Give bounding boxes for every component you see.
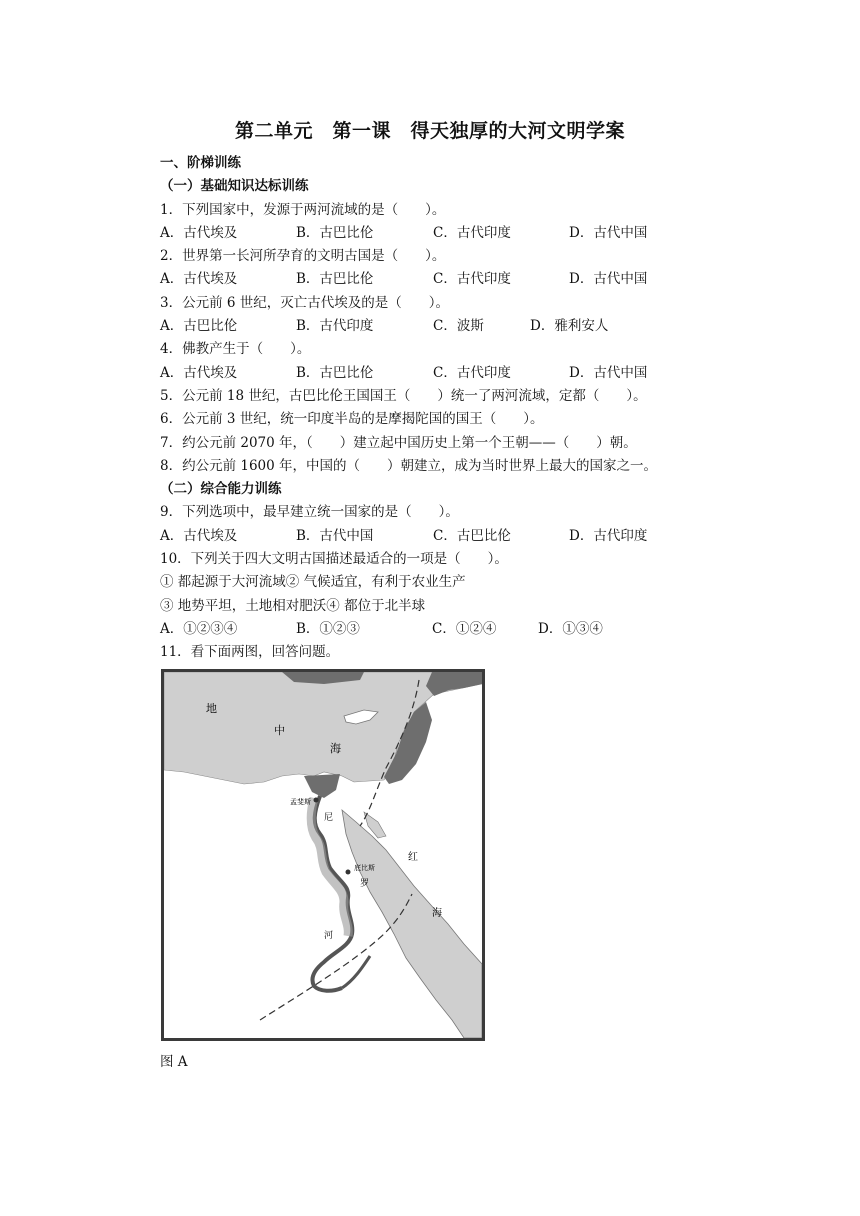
question-4-options <box>160 362 720 385</box>
subsection-heading: （二）综合能力训练 <box>160 481 282 498</box>
map-label-zhong: 中 <box>274 724 285 737</box>
option-d: D．古代中国 <box>569 271 648 288</box>
map-svg <box>164 672 482 1038</box>
question-8: 8．约公元前 1600 年，中国的（ ）朝建立，成为当时世界上最大的国家之一。 <box>160 457 658 474</box>
map-label-hai2: 海 <box>432 908 442 919</box>
question-10-statements-1: ① 都起源于大河流域② 气候适宜，有利于农业生产 <box>160 574 466 591</box>
question-2: 2．世界第一长河所孕育的文明古国是（ ）。 <box>160 248 446 265</box>
option-a: A．古代埃及 <box>160 527 238 544</box>
map-label-hai: 海 <box>330 742 341 755</box>
subsection-heading: （一）基础知识达标训练 <box>160 178 309 195</box>
question-10-options <box>160 618 720 641</box>
question-9: 9．下列选项中，最早建立统一国家的是（ ）。 <box>160 504 459 521</box>
egypt-map <box>161 669 485 1041</box>
option-a: A．古代埃及 <box>160 271 238 288</box>
question-3: 3．公元前 6 世纪，灭亡古代埃及的是（ ）。 <box>160 294 450 311</box>
option-c: C．古代印度 <box>433 224 511 241</box>
option-b: B．古代印度 <box>296 318 374 335</box>
option-a: A．古巴比伦 <box>160 318 238 335</box>
question-10-statements-2: ③ 地势平坦，土地相对肥沃④ 都位于北半球 <box>160 597 426 614</box>
option-c: C．古代印度 <box>433 364 511 381</box>
question-2-options <box>160 268 720 291</box>
option-a: A．①②③④ <box>160 620 238 637</box>
question-1: 1．下列国家中，发源于两河流域的是（ ）。 <box>160 201 446 218</box>
option-b: B．古代中国 <box>296 527 374 544</box>
figure-caption: 图 A <box>160 1054 188 1070</box>
question-3-options <box>160 315 720 338</box>
option-a: A．古代埃及 <box>160 364 238 381</box>
section-heading: 一、阶梯训练 <box>160 155 241 171</box>
question-1-options <box>160 222 720 245</box>
map-label-di: 地 <box>206 702 217 715</box>
map-label-memphis: 孟斐斯 <box>290 798 311 806</box>
question-7: 7．约公元前 2070 年，（ ）建立起中国历史上第一个王朝——（ ）朝。 <box>160 434 637 451</box>
map-label-luo: 罗 <box>360 879 370 889</box>
option-b: B．①②③ <box>296 620 360 637</box>
map-label-hong: 红 <box>408 852 418 863</box>
option-c: C．古巴比伦 <box>433 527 511 544</box>
option-c: C．①②④ <box>432 620 497 637</box>
option-c: C．古代印度 <box>433 271 511 288</box>
map-label-thebes: 底比斯 <box>354 864 375 872</box>
question-4: 4．佛教产生于（ ）。 <box>160 341 311 358</box>
option-d: D．古代中国 <box>569 224 648 241</box>
memphis-marker <box>314 798 319 803</box>
option-b: B．古巴比伦 <box>296 271 374 288</box>
question-9-options <box>160 525 720 548</box>
thebes-marker <box>346 870 351 875</box>
nile-branch <box>342 956 370 988</box>
option-d: D．雅利安人 <box>530 318 609 335</box>
page-title: 第二单元 第一课 得天独厚的大河文明学案 <box>234 120 625 142</box>
worksheet-content <box>160 152 720 665</box>
map-label-he: 河 <box>324 931 334 941</box>
red-sea <box>342 810 482 1038</box>
option-b: B．古巴比伦 <box>296 364 374 381</box>
option-b: B．古巴比伦 <box>296 224 374 241</box>
map-label-ni: 尼 <box>324 813 334 823</box>
question-5: 5．公元前 18 世纪，古巴比伦王国国王（ ）统一了两河流域，定都（ ）。 <box>160 387 647 404</box>
option-d: D．古代中国 <box>569 364 648 381</box>
option-a: A．古代埃及 <box>160 224 238 241</box>
option-d: D．古代印度 <box>569 527 648 544</box>
option-d: D．①③④ <box>538 620 603 637</box>
nile-delta <box>304 774 340 798</box>
question-11: 11．看下面两图，回答问题。 <box>160 644 340 661</box>
question-10: 10．下列关于四大文明古国描述最适合的一项是（ ）。 <box>160 551 508 568</box>
question-6: 6．公元前 3 世纪，统一印度半岛的是摩揭陀国的国王（ ）。 <box>160 411 544 428</box>
option-c: C．波斯 <box>433 318 484 335</box>
levant-land <box>426 672 482 696</box>
